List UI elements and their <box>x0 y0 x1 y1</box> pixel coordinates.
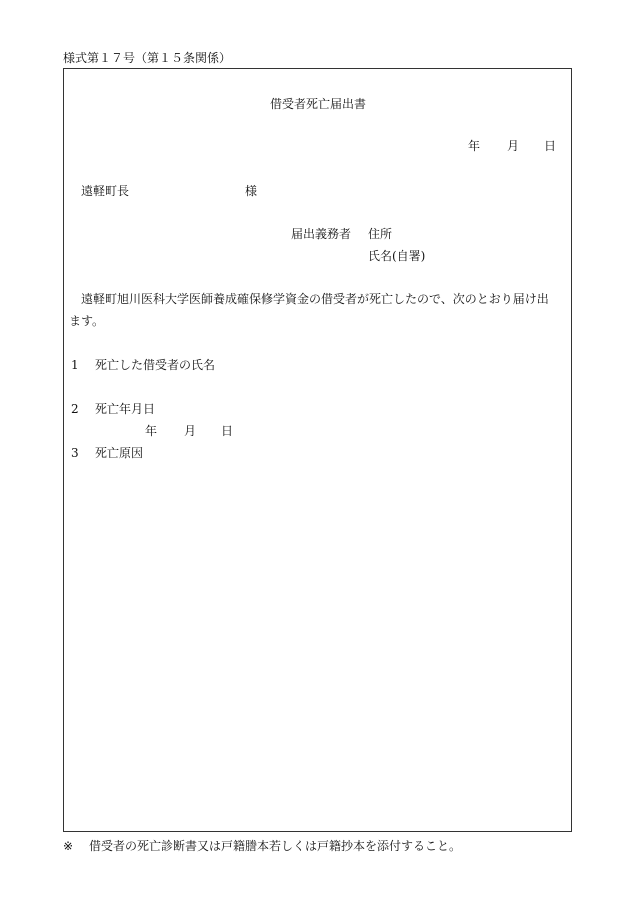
item-number-2: 2 <box>71 402 79 416</box>
addressee-name: 遠軽町長 <box>81 184 130 198</box>
body-text-line-2: ます。 <box>69 314 105 328</box>
death-date-day-label: 日 <box>221 424 234 438</box>
addressee-honorific: 様 <box>245 184 258 198</box>
reporter-address-label: 住所 <box>368 227 393 241</box>
date-year-label: 年 <box>468 139 481 153</box>
death-date-month-label: 月 <box>184 424 197 438</box>
item-number-3: 3 <box>71 446 79 460</box>
body-text-line-1: 遠軽町旭川医科大学医師養成確保修学資金の借受者が死亡したので、次のとおり届け出 <box>81 292 549 306</box>
date-month-label: 月 <box>507 139 520 153</box>
item-label-deceased-name: 死亡した借受者の氏名 <box>95 358 216 372</box>
note-mark: ※ <box>63 839 74 853</box>
reporter-name-label: 氏名(自署) <box>368 249 426 263</box>
item-number-1: 1 <box>71 358 79 372</box>
note-text: 借受者の死亡診断書又は戸籍謄本若しくは戸籍抄本を添付すること。 <box>89 839 462 853</box>
form-number: 様式第１７号（第１５条関係） <box>63 51 232 65</box>
date-day-label: 日 <box>544 139 557 153</box>
item-label-death-date: 死亡年月日 <box>95 402 156 416</box>
item-label-death-cause: 死亡原因 <box>95 446 144 460</box>
form-title: 借受者死亡届出書 <box>270 97 367 111</box>
death-date-year-label: 年 <box>145 424 158 438</box>
reporter-role-label: 届出義務者 <box>291 227 352 241</box>
